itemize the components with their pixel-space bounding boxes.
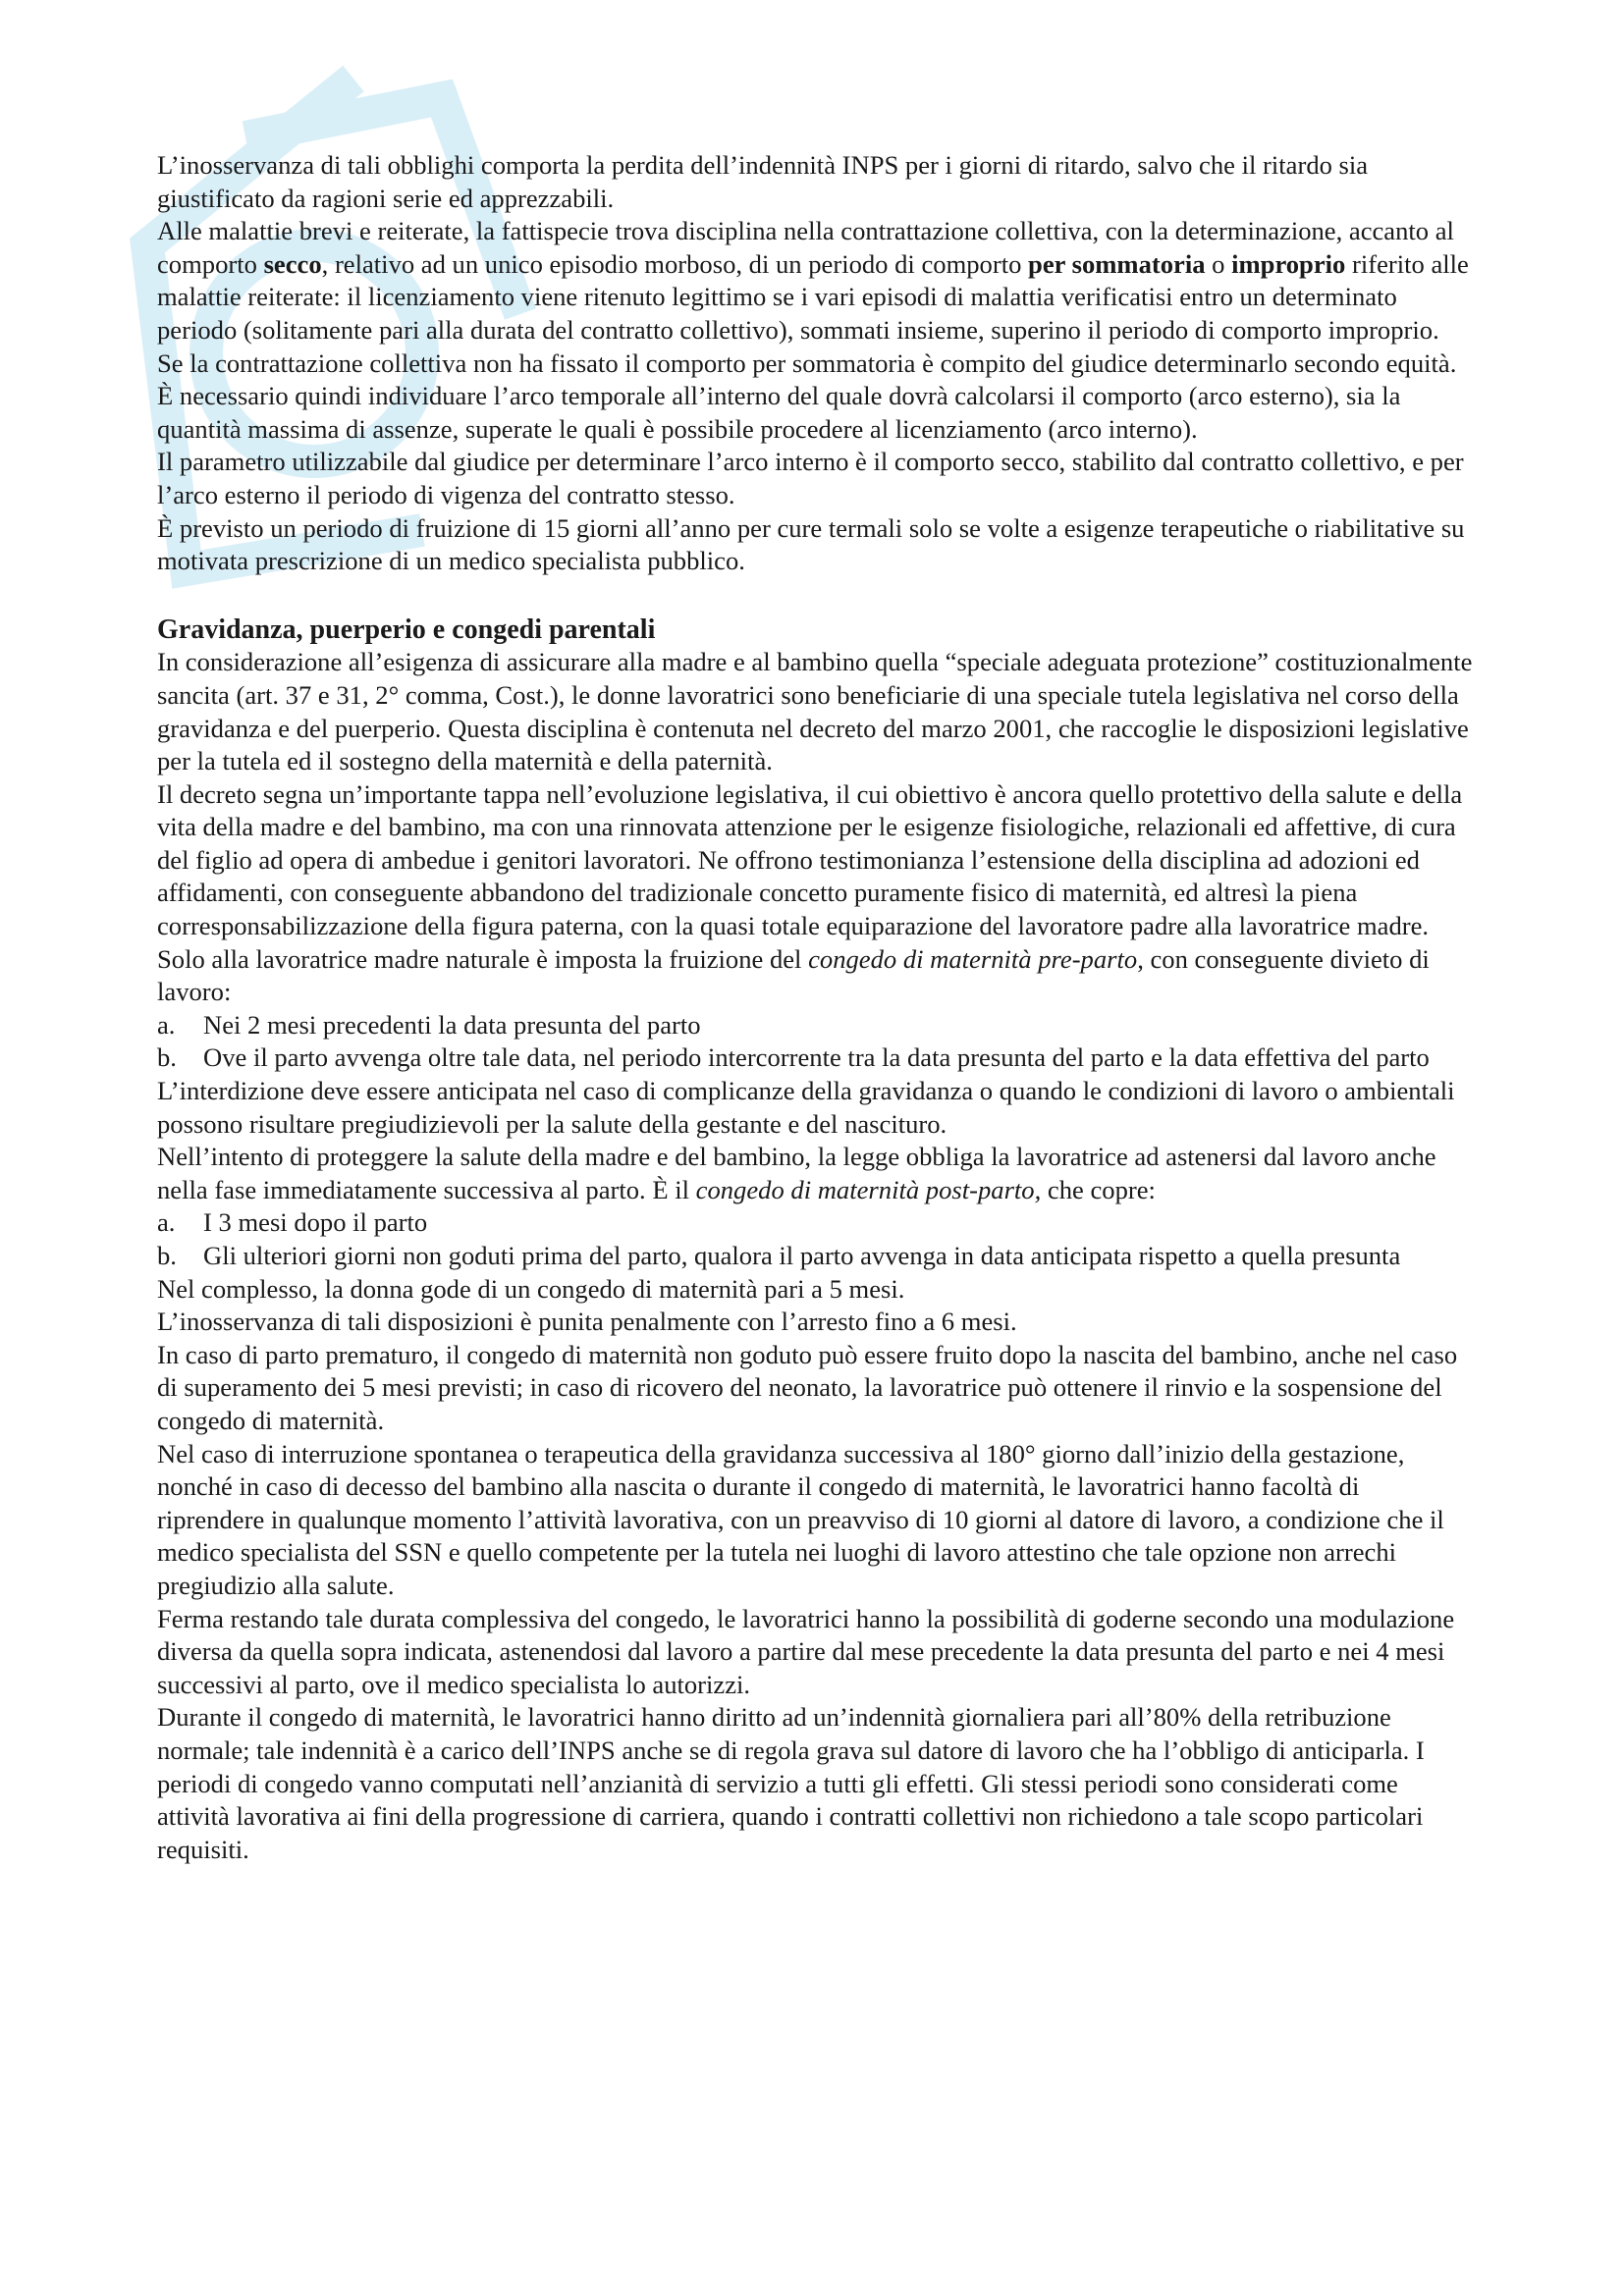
paragraph: In caso di parto prematuro, il congedo di maternità non goduto può essere fruito dopo la nascita del bambino, anche nel caso di superamento dei 5 mesi previsti; in caso di ricovero del neonato, la lavoratrice può ottenere il rinvio e la sospensione del congedo di maternità. — [157, 1339, 1458, 1435]
paragraph: Durante il congedo di maternità, le lavoratrici hanno diritto ad un’indennità giornaliera pari all’80% della retribuzione normale; tale indennità è a carico dell’INPS anche se di regola grava sul datore di lavoro che ha l’obbligo di anticiparla. I periodi di congedo vanno computati nell’anzianità di servizio a tutti gli effetti. Gli stessi periodi sono considerati come attività lavorativa ai fini della progressione di carriera, quando i contratti collettivi non richiedono a tale scopo particolari requisiti. — [157, 1702, 1425, 1864]
list-marker: b. — [157, 1241, 177, 1270]
list-item-text: I 3 mesi dopo il parto — [203, 1207, 428, 1238]
list-item — [157, 1240, 1473, 1273]
paragraph: L’inosservanza di tali disposizioni è punita penalmente con l’arresto fino a 6 mesi. — [157, 1307, 1017, 1337]
list-marker: a. — [157, 1009, 176, 1040]
paragraph: Solo alla lavoratrice madre naturale è imposta la fruizione del congedo di maternità pre-parto, con conseguente divieto di lavoro: — [157, 943, 1430, 1007]
list-item-text: Ove il parto avvenga oltre tale data, nel periodo intercorrente tra la data presunta del parto e la data effettiva del parto — [203, 1042, 1430, 1073]
list-item-text: Nei 2 mesi precedenti la data presunta del parto — [203, 1009, 701, 1040]
paragraph: Se la contrattazione collettiva non ha fissato il comporto per sommatoria è compito del giudice determinarlo secondo equità. — [157, 347, 1457, 378]
list-item — [157, 1041, 1473, 1075]
list-marker: b. — [157, 1042, 177, 1073]
list-item — [157, 1009, 1473, 1042]
paragraph: Il decreto segna un’importante tappa nell’evoluzione legislativa, il cui obiettivo è ancora quello protettivo della salute e della vita della madre e del bambino, ma con una rinnovata attenzione per le esigenze fisiologiche, relazionali ed affettive, di cura del figlio ad opera di ambedue i genitori lavoratori. Ne offrono testimonianza l’estensione della disciplina ad adozioni ed affidamenti, con conseguente abbandono del tradizionale concetto puramente fisico di maternità, ed altresì la piena corresponsabilizzazione della figura paterna, con la quasi totale equiparazione del lavoratore padre alla lavoratrice madre. — [157, 778, 1463, 941]
paragraph: È previsto un periodo di fruizione di 15 giorni all’anno per cure termali solo se volte a esigenze terapeutiche o riabilitative su motivata prescrizione di un medico specialista pubblico. — [157, 512, 1465, 576]
section-heading: Gravidanza, puerperio e congedi parentali — [157, 614, 656, 645]
paragraph: Alle malattie brevi e reiterate, la fattispecie trova disciplina nella contrattazione collettiva, con la determinazione, accanto al comporto secco, relativo ad un unico episodio morboso, di un periodo di comporto per sommatoria o improprio riferito alle malattie reiterate: il licenziamento viene ritenuto legittimo se i vari episodi di malattia verificatisi entro un determinato periodo (solitamente pari alla durata del contratto collettivo), sommati insieme, superino il periodo di comporto improprio. — [157, 216, 1469, 345]
paragraph: Nell’intento di proteggere la salute della madre e del bambino, la legge obbliga la lavoratrice ad astenersi dal lavoro anche nella fase immediatamente successiva al parto. È il congedo di maternità post-parto, che copre: — [157, 1142, 1436, 1204]
list-post-parto — [157, 1206, 1473, 1272]
list-item-text: Gli ulteriori giorni non goduti prima del parto, qualora il parto avvenga in data anticipata rispetto a quella presunta — [203, 1241, 1401, 1270]
list-item — [157, 1206, 1473, 1240]
paragraph: In considerazione all’esigenza di assicurare alla madre e al bambino quella “speciale adeguata protezione” costituzionalmente sancita (art. 37 e 31, 2° comma, Cost.), le donne lavoratrici sono beneficiarie di una speciale tutela legislativa nel corso della gravidanza e del puerperio. Questa disciplina è contenuta nel decreto del marzo 2001, che raccoglie le disposizioni legislative per la tutela ed il sostegno della maternità e della paternità. — [157, 647, 1473, 776]
paragraph: Nel complesso, la donna gode di un congedo di maternità pari a 5 mesi. — [157, 1273, 905, 1304]
list-pre-parto — [157, 1009, 1473, 1075]
paragraph: Ferma restando tale durata complessiva del congedo, le lavoratrici hanno la possibilità di goderne secondo una modulazione diversa da quella sopra indicata, astenendosi dal lavoro a partire dal mese precedente la data presunta del parto e nei 4 mesi successivi al parto, ove il medico specialista lo autorizzi. — [157, 1603, 1455, 1699]
paragraph: Il parametro utilizzabile dal giudice per determinare l’arco interno è il comporto secco, stabilito dal contratto collettivo, e per l’arco esterno il periodo di vigenza del contratto stesso. — [157, 447, 1464, 509]
paragraph: L’inosservanza di tali obblighi comporta la perdita dell’indennità INPS per i giorni di ritardo, salvo che il ritardo sia giustificato da ragioni serie ed apprezzabili. — [157, 150, 1369, 213]
paragraph: Nel caso di interruzione spontanea o terapeutica della gravidanza successiva al 180° giorno dall’inizio della gestazione, nonché in caso di decesso del bambino alla nascita o durante il congedo di maternità, le lavoratrici hanno facoltà di riprendere in qualunque momento l’attività lavorativa, con un preavviso di 10 giorni al datore di lavoro, a condizione che il medico specialista del SSN e quello competente per la tutela nei luoghi di lavoro attestino che tale opzione non arrechi pregiudizio alla salute. — [157, 1438, 1444, 1600]
list-marker: a. — [157, 1207, 176, 1238]
paragraph: L’interdizione deve essere anticipata nel caso di complicanze della gravidanza o quando le condizioni di lavoro o ambientali possono risultare pregiudizievoli per la salute della gestante e del nascituro. — [157, 1076, 1455, 1139]
document-page — [157, 149, 1473, 1866]
paragraph: È necessario quindi individuare l’arco temporale all’interno del quale dovrà calcolarsi il comporto (arco esterno), sia la quantità massima di assenze, superate le quali è possibile procedere al licenziamento (arco interno). — [157, 381, 1401, 444]
